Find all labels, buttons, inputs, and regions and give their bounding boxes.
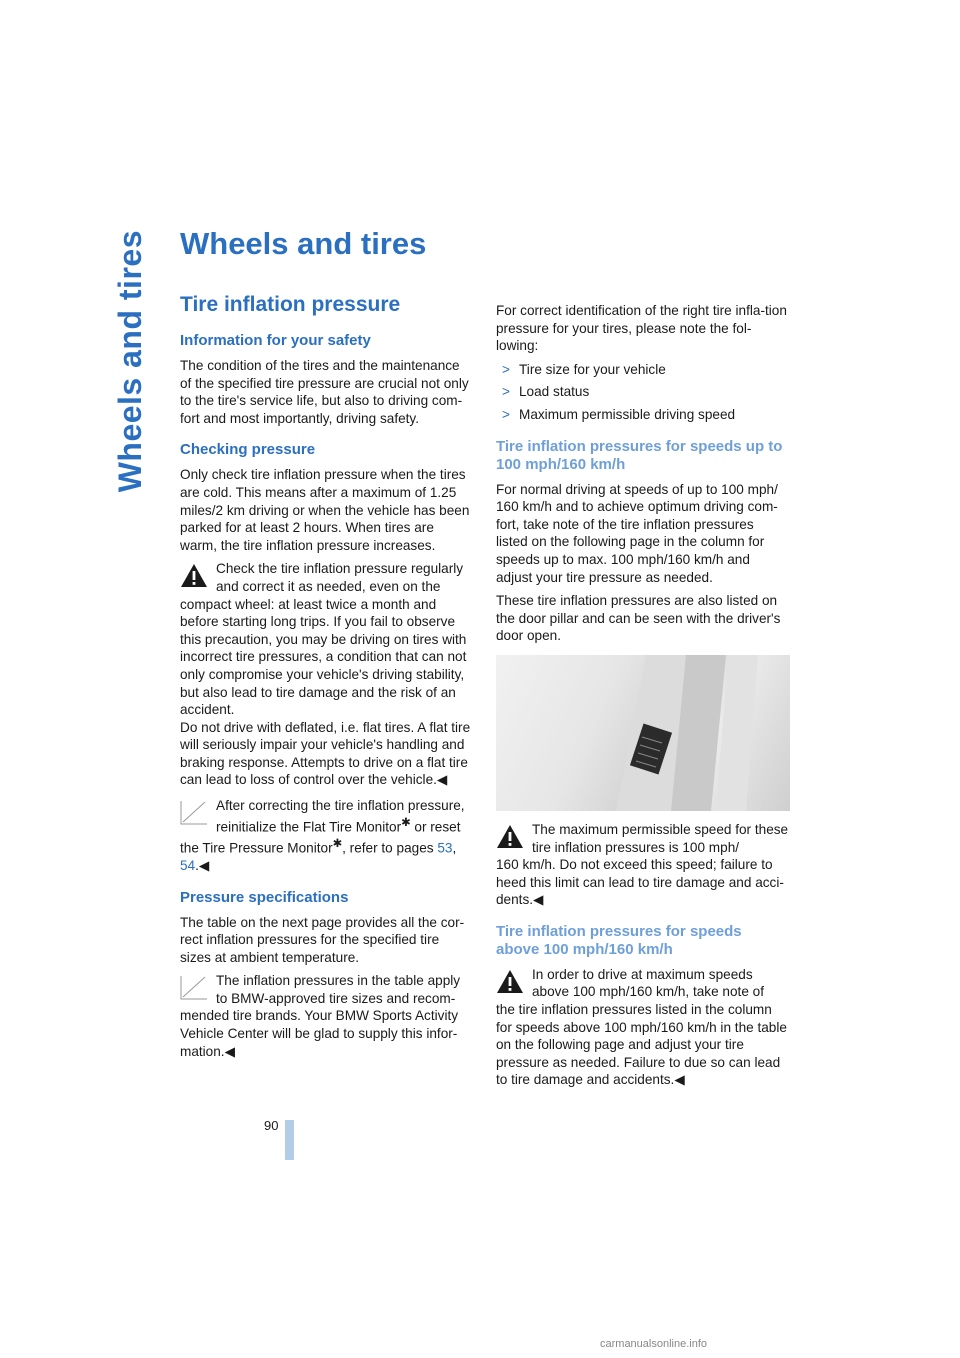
speed-warning-rest: 160 km/h. Do not exceed this speed; failure to heed this limit can lead to tire damage and acci-dents.◀: [496, 857, 784, 908]
checking-warning: [180, 560, 473, 789]
warning-triangle-icon: [180, 562, 208, 588]
page-bar: [285, 1120, 294, 1160]
page-link-54[interactable]: 54: [180, 857, 196, 873]
above-heading: Tire inflation pressures for speeds above 100 mph/160 km/h: [496, 922, 742, 958]
monitor-note-lead: After correcting the tire inflation pressure, reinitialize the Flat Tire Monitor: [216, 798, 465, 835]
monitor-note-or: or reset: [410, 819, 461, 835]
monitor-note-rest: the Tire Pressure Monitor: [180, 840, 333, 856]
upto-heading: Tire inflation pressures for speeds up to 100 mph/160 km/h: [496, 437, 783, 473]
list-item: > Maximum permissible driving speed: [502, 406, 736, 422]
section-heading: Tire inflation pressure: [180, 293, 401, 316]
warning-rest: compact wheel: at least twice a month and before starting long trips. If you fail to observe this precaution, you may be driving on tires with incorrect tire pressures, a condition that can not only compromise your vehicle's driving stability, but also lead to tire damage and the risk of an accident.: [180, 596, 467, 718]
safety-heading: Information for your safety: [180, 332, 371, 349]
warning-lead: Check the tire inflation pressure regularly and correct it as needed, even on the: [216, 561, 464, 594]
list-item: > Load status: [502, 384, 590, 400]
star-mark: ✱: [401, 816, 411, 829]
upto-text-1: For normal driving at speeds of up to 100 mph/ 160 km/h and to achieve optimum driving com-fort, take note of the tire inflation pressures listed on the following page in the column for speeds up to max. 100 mph/160 km/h and adjust your tire pressure as needed.: [496, 481, 778, 585]
warning-rest-2: Do not drive with deflated, i.e. flat tires. A flat tire will seriously impair your vehicle's handling and braking response. Attempts to drive on a flat tire can lead to loss of control over the vehicle.◀: [180, 719, 471, 788]
link-comma: ,: [452, 840, 457, 856]
warning-triangle-icon: [496, 968, 524, 994]
left-column: [180, 292, 473, 1068]
warning-triangle-icon: [496, 823, 524, 849]
note-end: .◀: [195, 857, 210, 873]
above-warning-rest: the tire inflation pressures listed in the column for speeds above 100 mph/160 km/h in the table on the following page and adjust your tire pressure as needed. Failure to due so can lead to tire damage and accidents.◀: [496, 1002, 787, 1088]
checking-heading: Checking pressure: [180, 441, 316, 459]
list-item: > Tire size for your vehicle: [502, 361, 666, 377]
door-pillar-illustration: [496, 655, 790, 811]
safety-text: The condition of the tires and the maintenance of the specified tire pressure are crucial not only to the tire's service life, but also to driving com-fort and most importantly, driving safety.: [180, 358, 469, 426]
note-triangle-icon: [180, 974, 208, 1000]
page-link-53[interactable]: 53: [437, 840, 453, 856]
specs-note-lead: The inflation pressures in the table apply to BMW-approved tire sizes and recom-: [216, 973, 461, 1006]
note-triangle-icon: [180, 799, 208, 825]
above-warning: [496, 966, 789, 1089]
monitor-note: [180, 797, 473, 874]
checking-text: Only check tire inflation pressure when the tires are cold. This means after a maximum of 1.25 miles/2 km driving or when the vehicle has been parked for at least 2 hours. When tires are warm, the tire inflation pressure increases.: [180, 467, 470, 553]
door-pillar-photo: [496, 655, 790, 811]
side-tab: Wheels and tires: [112, 230, 148, 493]
specs-note-rest: mended tire brands. Your BMW Sports Activity Vehicle Center will be glad to supply this infor-mation.◀: [180, 1008, 459, 1059]
bullet-list: [496, 361, 789, 424]
upto-text-2: These tire inflation pressures are also listed on the door pillar and can be seen with the driver's door open.: [496, 593, 781, 644]
specs-heading: Pressure specifications: [180, 888, 349, 906]
footer-watermark: carmanualsonline.info: [600, 1338, 708, 1350]
page-title: Wheels and tires: [180, 226, 427, 261]
intro-text: For correct identification of the right tire infla-tion pressure for your tires, please note the fol-lowing:: [496, 303, 787, 354]
specs-text: The table on the next page provides all the cor-rect inflation pressures for the specified tire sizes at ambient temperature.: [180, 914, 465, 965]
page-number: 90: [264, 1118, 279, 1133]
above-warning-lead: In order to drive at maximum speeds above 100 mph/160 km/h, take note of: [532, 966, 765, 1000]
monitor-note-refer: , refer to pages: [342, 840, 438, 856]
star-mark-2: ✱: [332, 837, 343, 850]
speed-warning-lead: The maximum permissible speed for these tire inflation pressures is 100 mph/: [532, 821, 789, 855]
speed-warning: [496, 821, 789, 909]
specs-note: [180, 972, 473, 1060]
right-column: [496, 302, 789, 1097]
